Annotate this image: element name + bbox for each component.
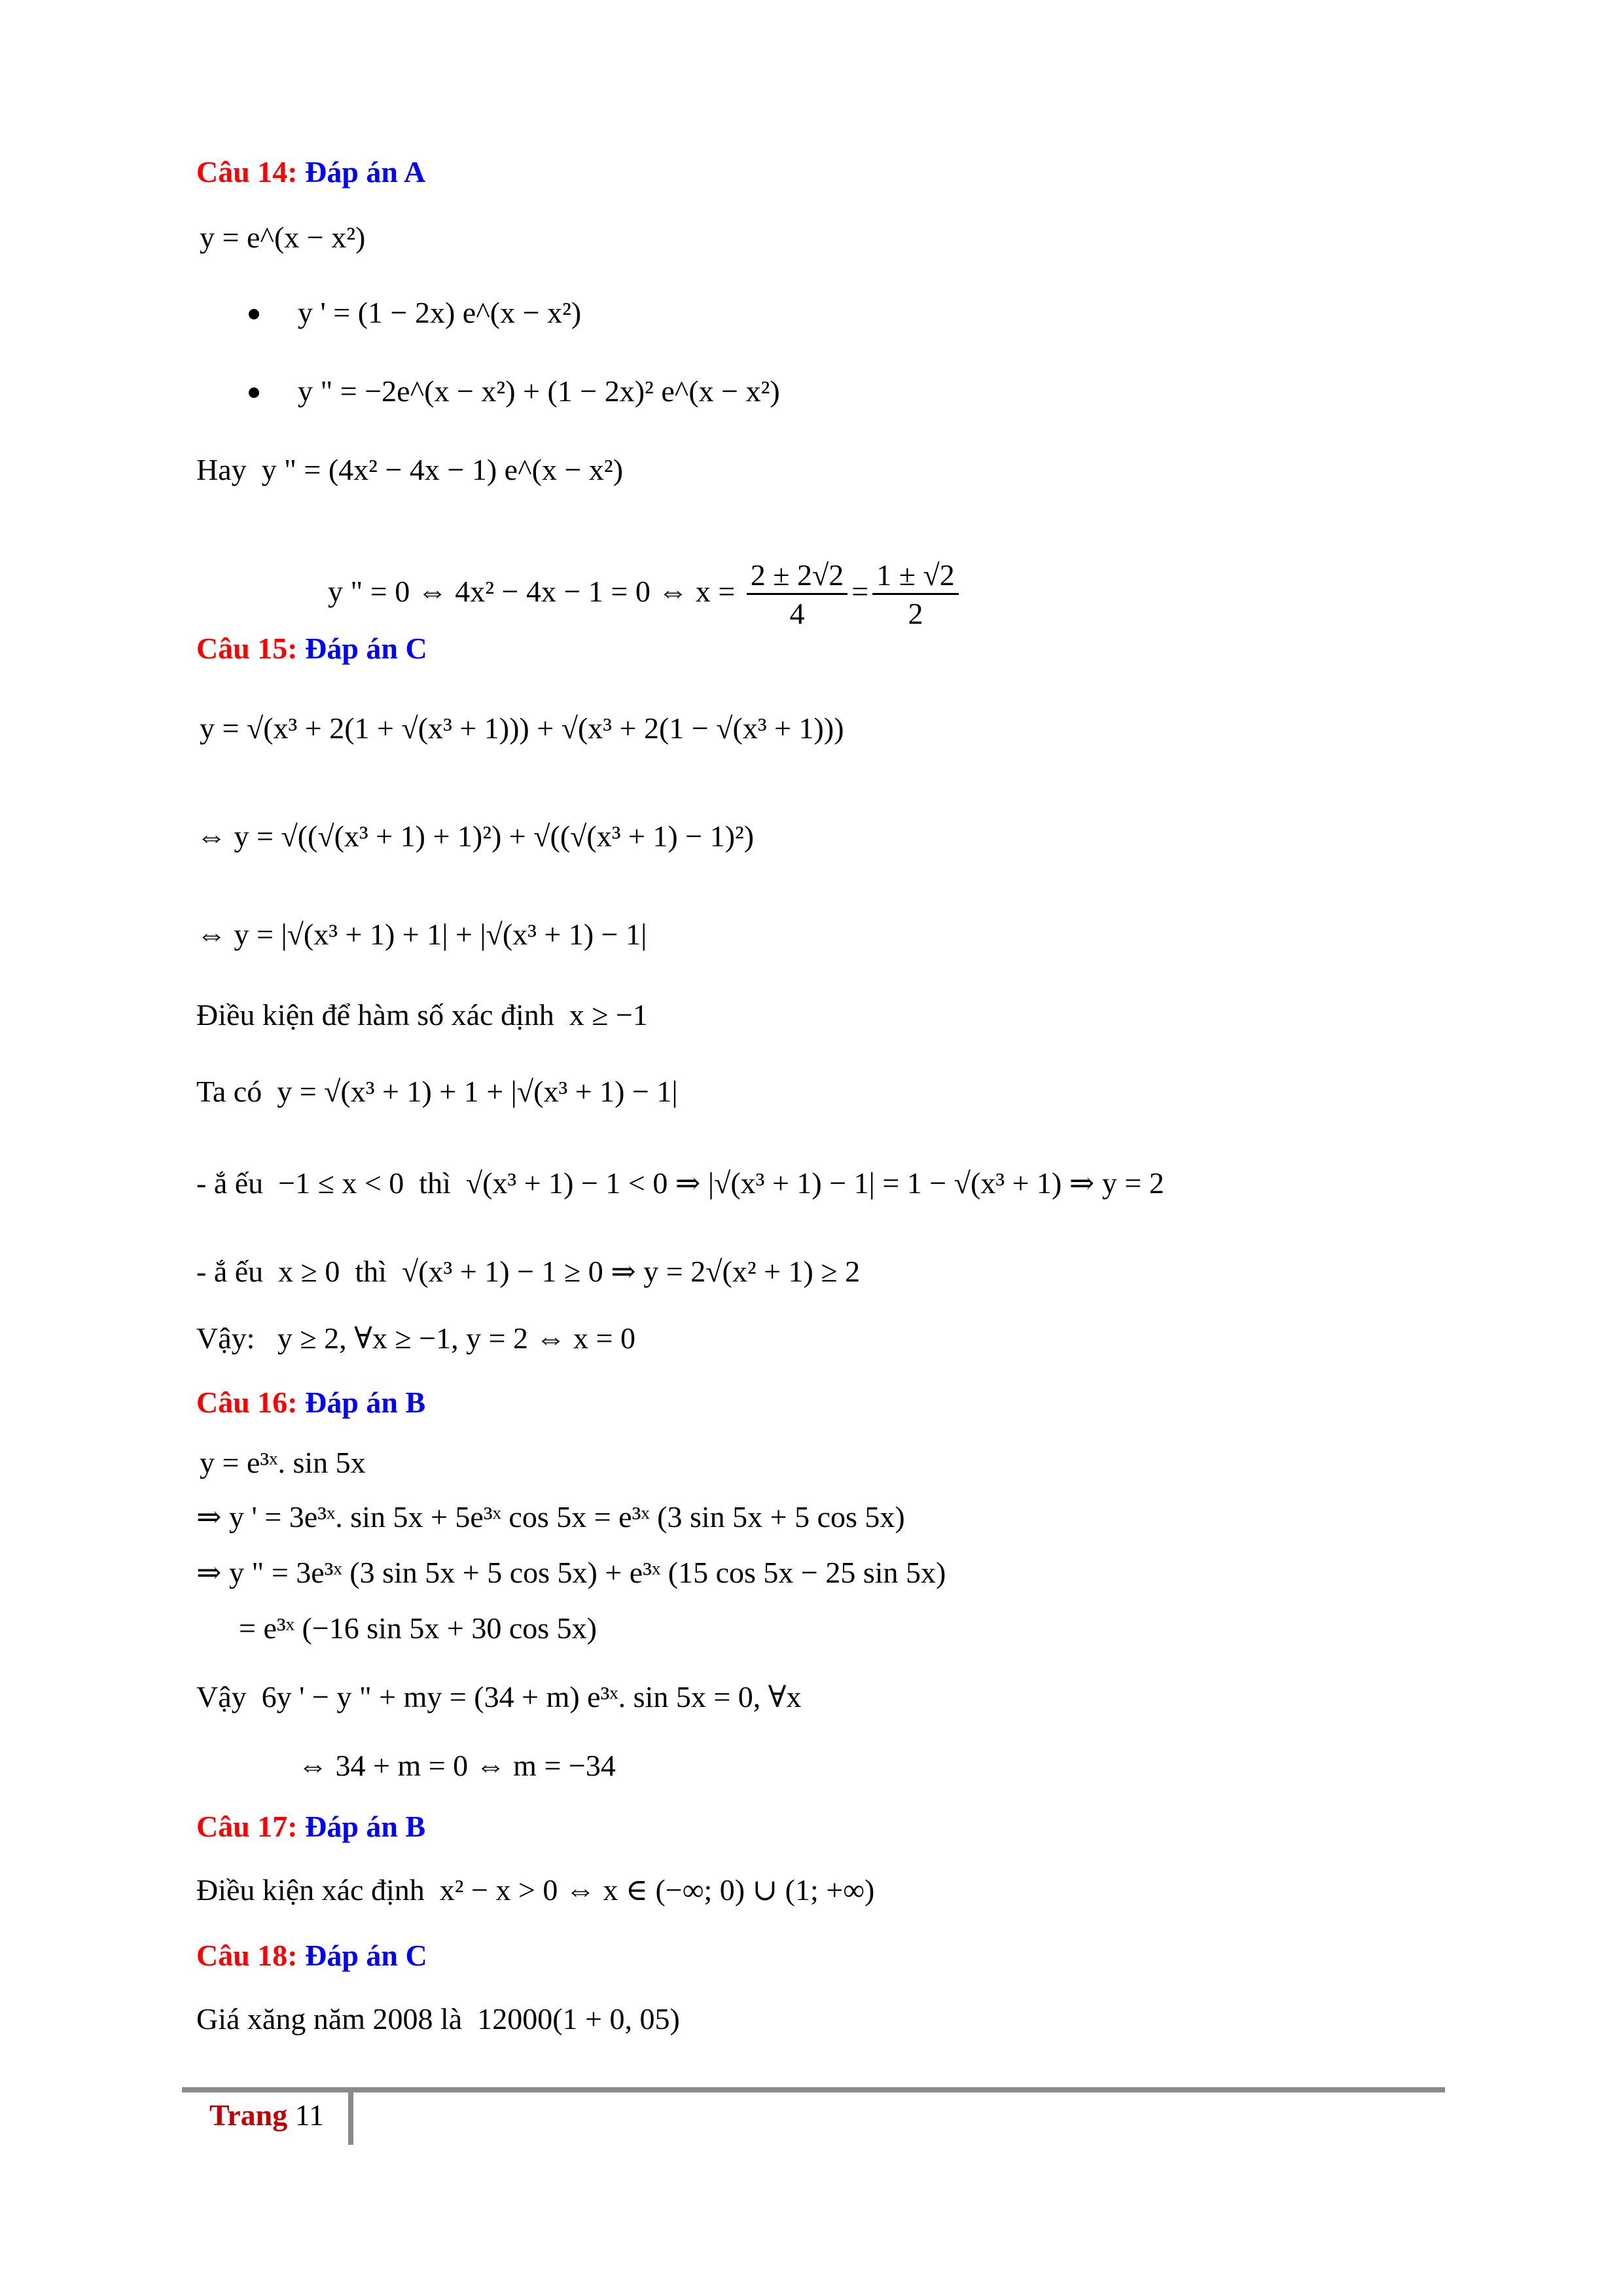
q16-header [196, 1388, 425, 1418]
q15-header [196, 634, 427, 664]
q18-header [196, 1941, 427, 1971]
q14-line-4: Hay y " = (4x² − 4x − 1) e^(x − x²) [196, 453, 624, 486]
q14-fraction-equals: = [851, 575, 869, 609]
page-number: 11 [294, 2098, 325, 2132]
page-label: Trang [209, 2098, 288, 2132]
footer-vertical-divider [348, 2092, 353, 2145]
q15-question-label: Câu 15: [196, 632, 298, 665]
q14-fraction-1-numerator: 2 ± 2√2 [747, 560, 848, 595]
q15-line-4: Điều kiện để hàm số xác định x ≥ −1 [196, 998, 648, 1031]
q18-question-label: Câu 18: [196, 1939, 298, 1972]
q14-fraction-1-denominator: 4 [789, 597, 805, 630]
footer-divider [182, 2087, 1445, 2092]
q14-line-5-text: y " = 0 ⇔ 4x² − 4x − 1 = 0 ⇔ x = [328, 575, 743, 609]
q14-answer-label: Đáp án A [305, 155, 426, 188]
q14-header [196, 157, 425, 187]
q16-line-5: Vậy 6y ' − y " + my = (34 + m) e³ˣ. sin 5x = 0, ∀x [196, 1680, 802, 1713]
q18-answer-label: Đáp án C [305, 1939, 427, 1972]
q15-line-1: y = √(x³ + 2(1 + √(x³ + 1))) + √(x³ + 2(1 − √(x³ + 1))) [200, 711, 844, 745]
q14-fraction-2-numerator: 1 ± √2 [872, 560, 959, 595]
q17-line-1: Điều kiện xác định x² − x > 0 ⇔ x ∈ (−∞; 0) ∪ (1; +∞) [196, 1873, 875, 1907]
q16-line-4: = e³ˣ (−16 sin 5x + 30 cos 5x) [239, 1611, 597, 1645]
q16-line-3: ⇒ y " = 3e³ˣ (3 sin 5x + 5 cos 5x) + e³ˣ (15 cos 5x − 25 sin 5x) [196, 1556, 946, 1589]
q14-fraction-1 [747, 560, 848, 629]
q16-question-label: Câu 16: [196, 1386, 298, 1419]
q17-header [196, 1812, 425, 1842]
q14-line-2: y ' = (1 − 2x) e^(x − x²) [298, 296, 582, 329]
q15-line-2: ⇔ y = √((√(x³ + 1) + 1)²) + √((√(x³ + 1) − 1)²) [196, 819, 755, 853]
page-footer [209, 2098, 324, 2132]
q15-answer-label: Đáp án C [305, 632, 427, 665]
q14-question-label: Câu 14: [196, 155, 298, 188]
q15-line-8: Vậy: y ≥ 2, ∀x ≥ −1, y = 2 ⇔ x = 0 [196, 1321, 635, 1355]
q14-line-1: y = e^(x − x²) [200, 221, 366, 254]
q15-line-5: Ta có y = √(x³ + 1) + 1 + |√(x³ + 1) − 1| [196, 1075, 678, 1108]
q16-answer-label: Đáp án B [305, 1386, 426, 1419]
q15-line-3: ⇔ y = |√(x³ + 1) + 1| + |√(x³ + 1) − 1| [196, 918, 647, 951]
q17-question-label: Câu 17: [196, 1810, 298, 1843]
bullet-icon [249, 309, 259, 319]
q16-line-1: y = e³ˣ. sin 5x [200, 1446, 366, 1479]
q16-line-6: ⇔ 34 + m = 0 ⇔ m = −34 [298, 1749, 616, 1782]
bullet-icon [249, 387, 259, 398]
q15-line-6: - ắ ếu −1 ≤ x < 0 thì √(x³ + 1) − 1 < 0 ⇒ |√(x³ + 1) − 1| = 1 − √(x³ + 1) ⇒ y = 2 [196, 1166, 1164, 1200]
q17-answer-label: Đáp án B [305, 1810, 426, 1843]
q15-line-7: - ắ ếu x ≥ 0 thì √(x³ + 1) − 1 ≥ 0 ⇒ y = 2√(x² + 1) ≥ 2 [196, 1255, 861, 1288]
q18-line-1: Giá xăng năm 2008 là 12000(1 + 0, 05) [196, 2002, 680, 2036]
q14-fraction-2 [872, 560, 959, 629]
q16-line-2: ⇒ y ' = 3e³ˣ. sin 5x + 5e³ˣ cos 5x = e³ˣ (3 sin 5x + 5 cos 5x) [196, 1500, 905, 1534]
q14-line-3: y " = −2e^(x − x²) + (1 − 2x)² e^(x − x²) [298, 374, 780, 408]
q14-fraction-2-denominator: 2 [908, 597, 923, 630]
